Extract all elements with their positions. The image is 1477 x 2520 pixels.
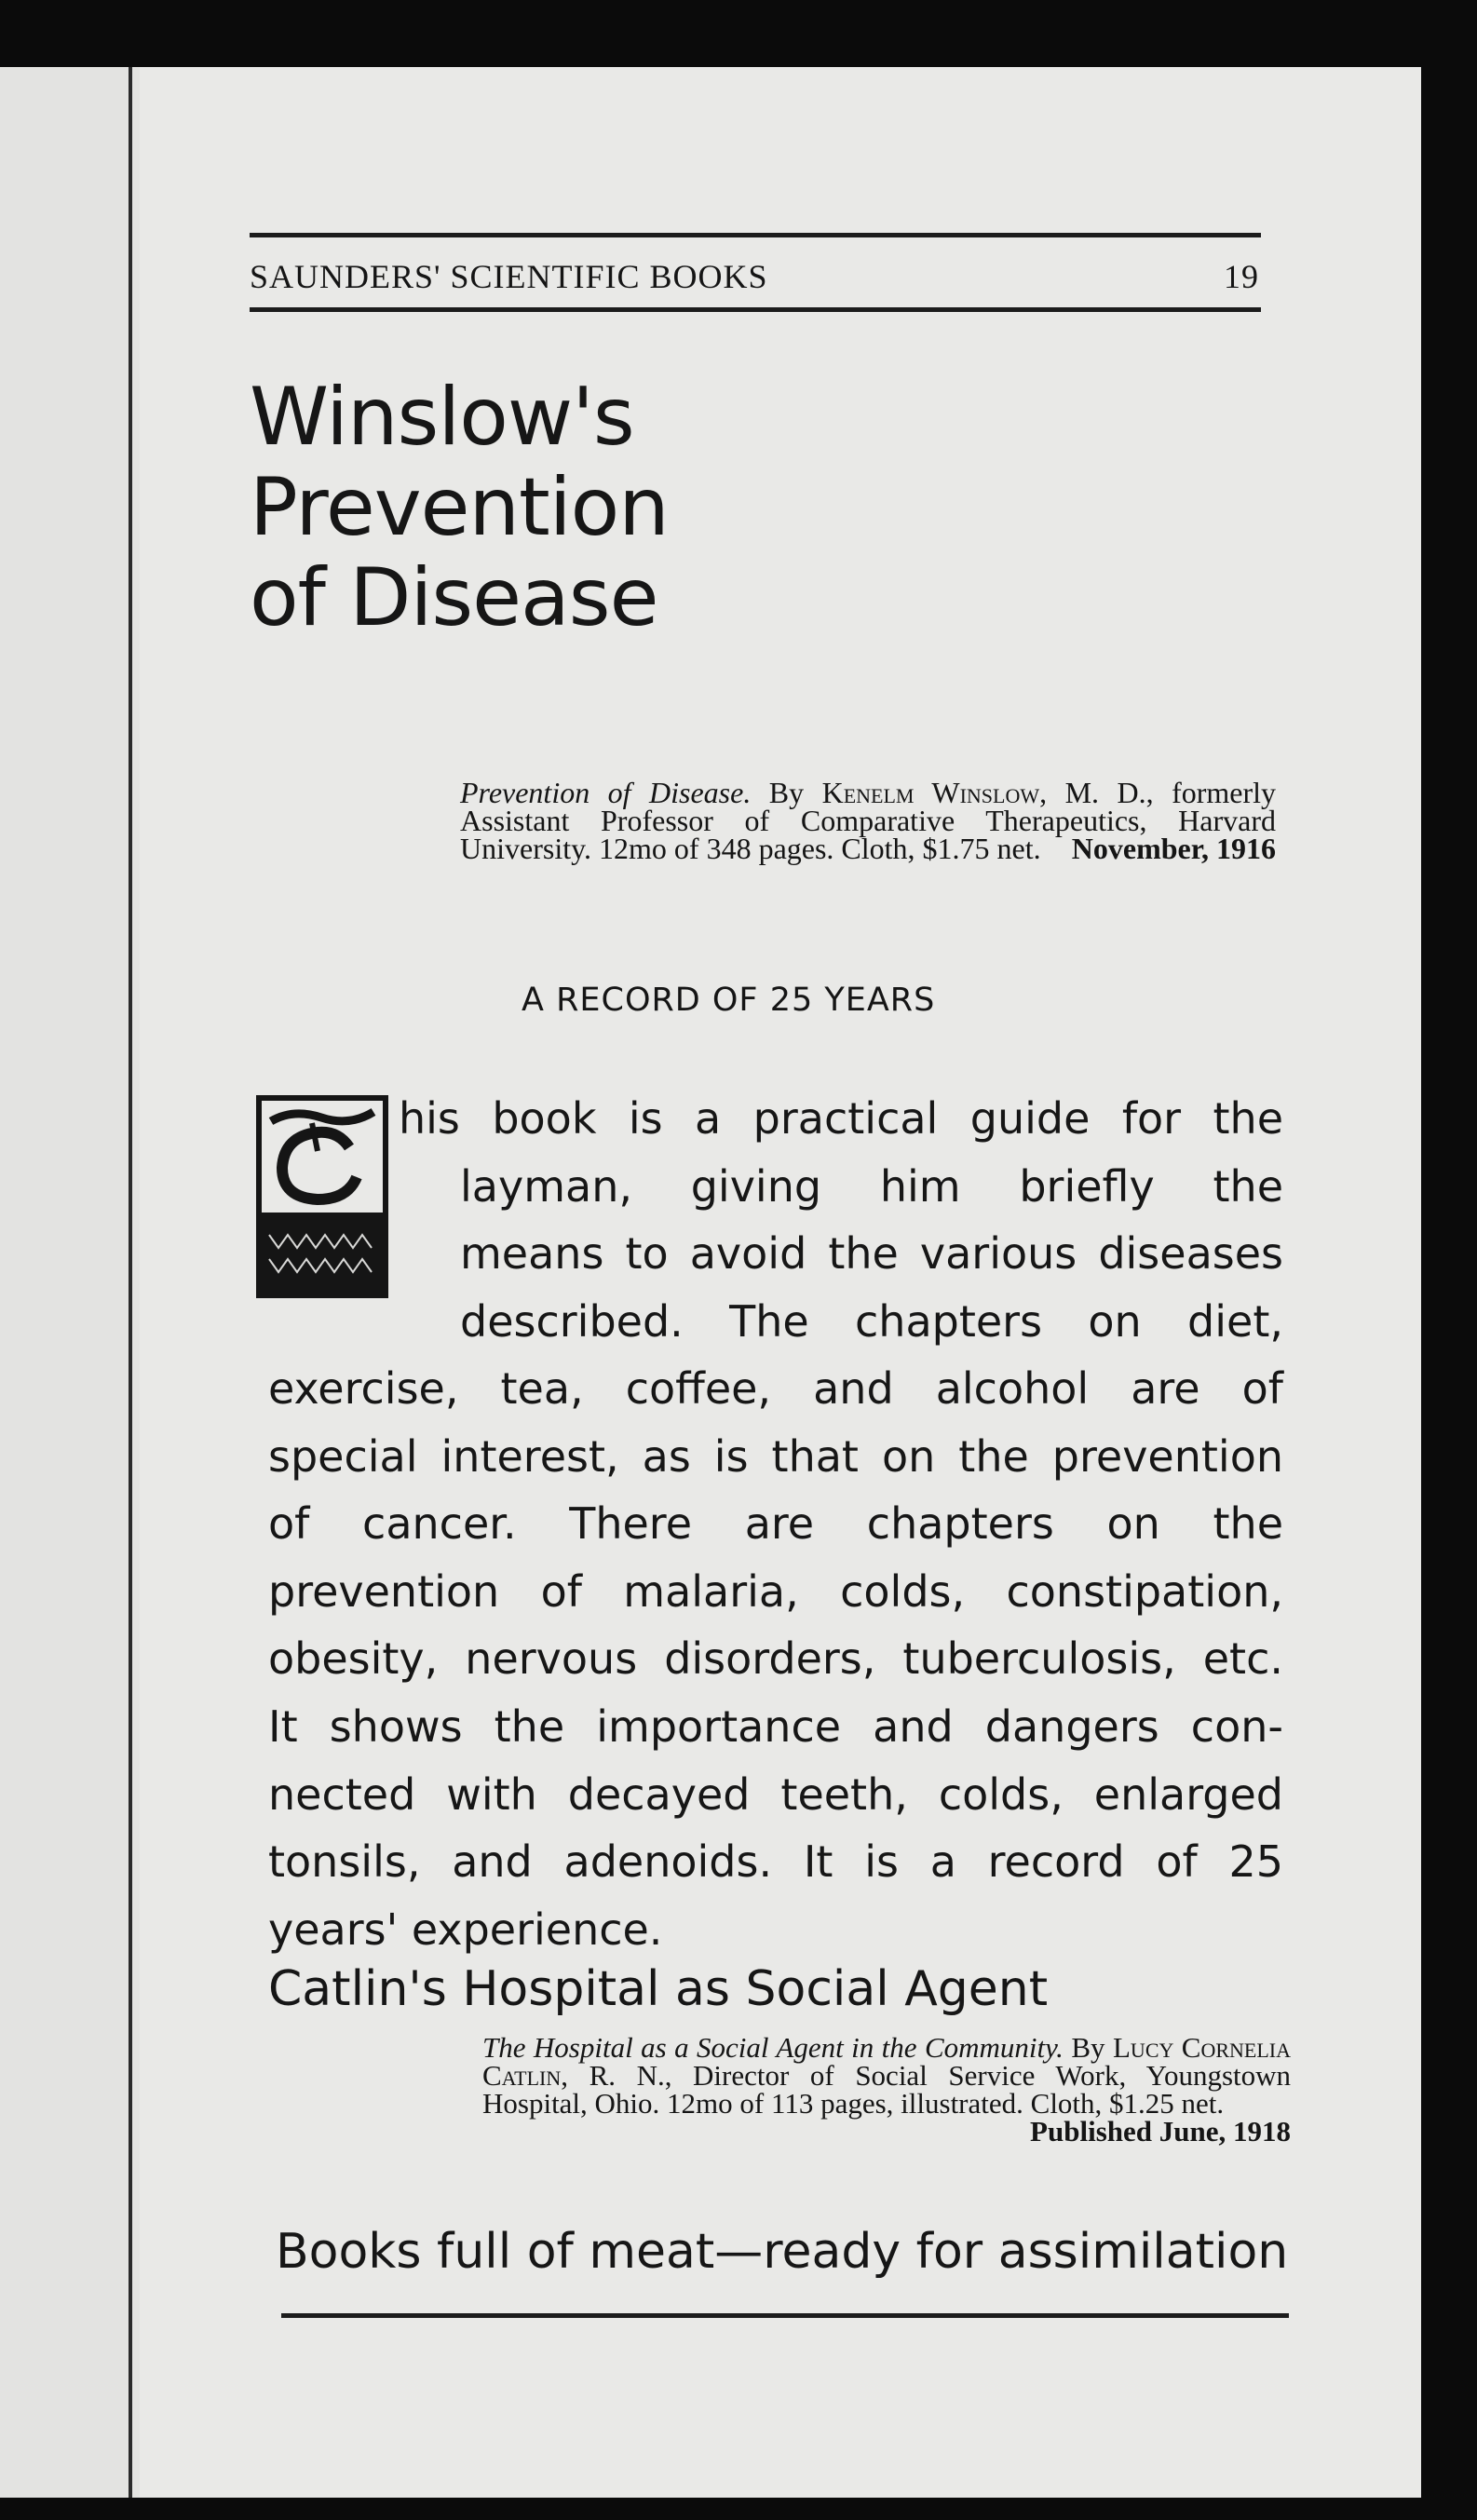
by-word: By [768,776,805,809]
body-line: exercise, tea, coffee, and alcohol are of [268,1363,1283,1414]
book-details: R. N., Director of Social Service Work, Youngstown Hospital, Ohio. 12mo of 113 pages, illustrated. Cloth, $1.25 net. [482,2059,1292,2120]
body-line: described. The chapters on diet, [460,1295,1283,1347]
body-line: prevention of malaria, colds, constipation, [268,1565,1283,1617]
tagline: Books full of meat—ready for assimilation [276,2224,1289,2280]
body-line: years' experience. [268,1904,663,1955]
author-name: Kenelm Winslow, [821,776,1048,809]
book-details: M. D., formerly Assistant Professor of Comparative Therapeutics, Harvard University. 12mo of 348 pages. Cloth, $1.75 net. [460,776,1277,865]
author-name: Lucy Cornelia Catlin, [482,2031,1292,2092]
title-line: Winslow's [250,371,634,464]
body-line: of cancer. There are chapters on the [268,1498,1283,1550]
main-title [250,373,901,644]
title-line: of Disease [250,551,658,644]
page-number: 19 [1224,258,1259,295]
publication-date: November, 1916 [1071,832,1276,865]
running-header [250,257,1261,294]
by-word: By [1071,2031,1105,2064]
body-line: tonsils, and adenoids. It is a record of 25 [268,1836,1283,1888]
page-binding-line [129,67,132,2498]
book-title-italic: The Hospital as a Social Agent in the Community. [482,2031,1064,2064]
publication-date: Published June, 1918 [1030,2115,1291,2147]
body-line: obesity, nervous disorders, tuberculosis, etc. [268,1633,1283,1685]
title-line: Prevention [250,461,669,554]
body-line: layman, giving him briefly the [460,1160,1283,1212]
body-line: means to avoid the various diseases [460,1228,1283,1280]
left-margin [0,67,140,2498]
header-rule-top [250,233,1261,237]
book-entry-catlin [482,2031,1292,2147]
book-title-italic: Prevention of Disease. [460,776,752,809]
body-line: his book is a practical guide for the [399,1093,1283,1144]
body-line: It shows the importance and dangers con- [268,1700,1283,1752]
body-paragraph [268,1355,1283,1963]
decorative-initial-t-icon [256,1095,388,1298]
scan-border-bottom [0,2498,1477,2520]
body-line: special interest, as is that on the prevention [268,1430,1283,1482]
body-line: nected with decayed teeth, colds, enlarged [268,1768,1283,1820]
header-rule-bottom [250,307,1261,312]
body-paragraph-indented [399,1085,1283,1355]
running-head-title: SAUNDERS' SCIENTIFIC BOOKS [250,258,768,295]
book-entry-winslow [460,776,1277,865]
footer-rule [281,2313,1289,2318]
second-book-title: Catlin's Hospital as Social Agent [268,1961,1049,2017]
section-heading: A RECORD OF 25 YEARS [522,982,936,1019]
